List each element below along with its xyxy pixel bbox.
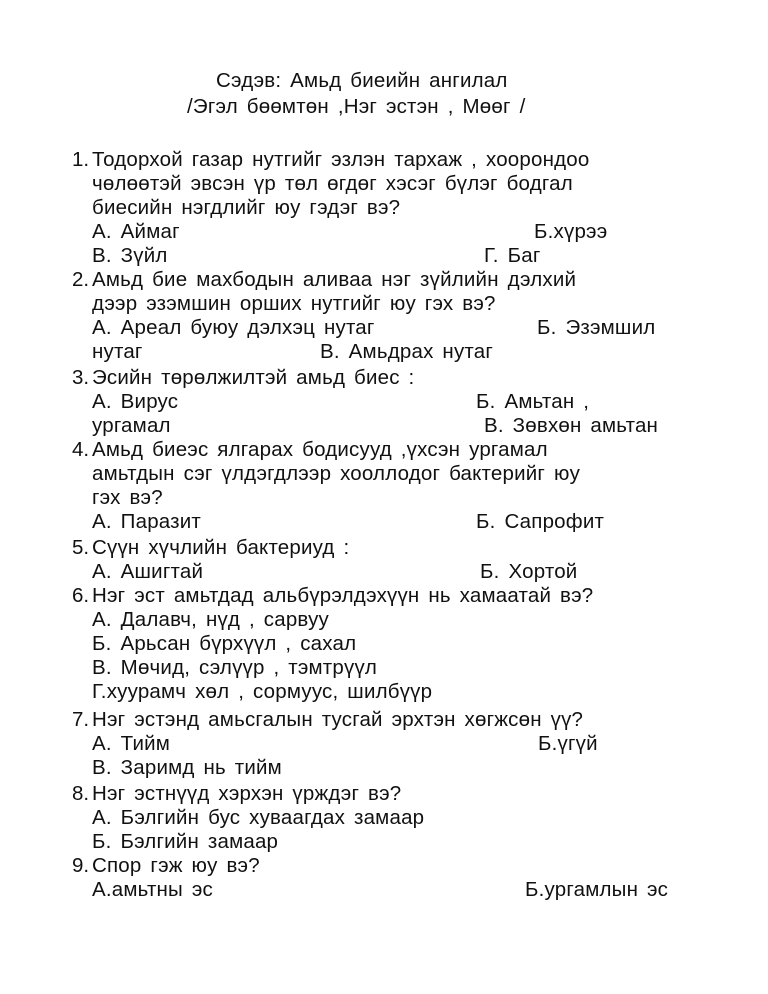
question-4-line-3: гэх вэ? [92, 486, 163, 509]
question-4-line-2: амьтдын сэг үлдэгдлээр хооллодог бактерийг юу [92, 462, 581, 485]
question-7-number: 7. [72, 708, 90, 731]
question-2-option-a: А. Ареал буюу дэлхэц нутаг [92, 316, 375, 339]
question-6-option-b: Б. Арьсан бүрхүүл , сахал [92, 632, 357, 655]
question-1-line-2: чөлөөтэй эвсэн үр төл өгдөг хэсэг бүлэг бодгал [92, 172, 573, 195]
question-1-line-3: биесийн нэгдлийг юу гэдэг вэ? [92, 196, 401, 219]
question-8-line-1: Нэг эстнүүд хэрхэн үрждэг вэ? [92, 782, 402, 805]
question-2-line-1: Амьд бие махбодын аливаа нэг зүйлийн дэлхий [92, 268, 577, 291]
question-6-number: 6. [72, 584, 90, 607]
question-1-number: 1. [72, 148, 90, 171]
question-4-option-a: А. Паразит [92, 510, 202, 533]
question-3-option-b-cont: ургамал [92, 414, 171, 437]
question-9-option-b: Б.ургамлын эс [525, 878, 669, 901]
question-4-number: 4. [72, 438, 90, 461]
question-8-number: 8. [72, 782, 90, 805]
question-5-line-1: Сүүн хүчлийн бактериуд : [92, 536, 350, 559]
question-3-number: 3. [72, 366, 90, 389]
question-7-option-b: Б.үгүй [538, 732, 598, 755]
question-9-option-a: А.амьтны эс [92, 878, 213, 901]
question-8-option-b: Б. Бэлгийн замаар [92, 830, 279, 853]
question-9-line-1: Спор гэж юу вэ? [92, 854, 260, 877]
question-2-option-b-cont: нутаг [92, 340, 143, 363]
question-4-line-1: Амьд биеэс ялгарах бодисууд ,үхсэн ургамал [92, 438, 548, 461]
question-2-option-v: В. Амьдрах нутаг [320, 340, 494, 363]
question-2-number: 2. [72, 268, 90, 291]
question-7-option-a: А. Тийм [92, 732, 171, 755]
question-8-option-a: А. Бэлгийн бус хуваагдах замаар [92, 806, 425, 829]
question-1-option-g: Г. Баг [484, 244, 541, 267]
document-title: Сэдэв: Амьд биеийн ангилал [216, 69, 508, 92]
question-5-option-b: Б. Хортой [480, 560, 578, 583]
question-1-option-v: В. Зүйл [92, 244, 168, 267]
question-6-option-a: А. Далавч, нүд , сарвуу [92, 608, 329, 631]
question-5-number: 5. [72, 536, 90, 559]
question-7-option-v: В. Заримд нь тийм [92, 756, 282, 779]
question-3-option-a: А. Вирус [92, 390, 179, 413]
question-7-line-1: Нэг эстэнд амьсгалын тусгай эрхтэн хөгжсөн үү? [92, 708, 584, 731]
question-2-option-b: Б. Эзэмшил [537, 316, 656, 339]
question-1-option-a: А. Аймаг [92, 220, 180, 243]
document-subtitle: /Эгэл бөөмтөн ,Нэг эстэн , Мөөг / [187, 95, 526, 118]
question-4-option-b: Б. Сапрофит [476, 510, 605, 533]
question-1-line-1: Тодорхой газар нутгийг эзлэн тархаж , хоорондоо [92, 148, 590, 171]
question-5-option-a: А. Ашигтай [92, 560, 204, 583]
question-6-line-1: Нэг эст амьтдад альбүрэлдэхүүн нь хамаатай вэ? [92, 584, 594, 607]
question-6-option-g: Г.хуурамч хөл , сормуус, шилбүүр [92, 680, 433, 703]
question-3-option-b: Б. Амьтан , [476, 390, 590, 413]
question-1-option-b: Б.хүрээ [534, 220, 608, 243]
question-6-option-v: В. Мөчид, сэлүүр , тэмтрүүл [92, 656, 378, 679]
question-2-line-2: дээр эзэмшин орших нутгийг юу гэх вэ? [92, 292, 496, 315]
question-9-number: 9. [72, 854, 90, 877]
question-3-line-1: Эсийн төрөлжилтэй амьд биес : [92, 366, 415, 389]
question-3-option-v: В. Зөвхөн амьтан [484, 414, 659, 437]
